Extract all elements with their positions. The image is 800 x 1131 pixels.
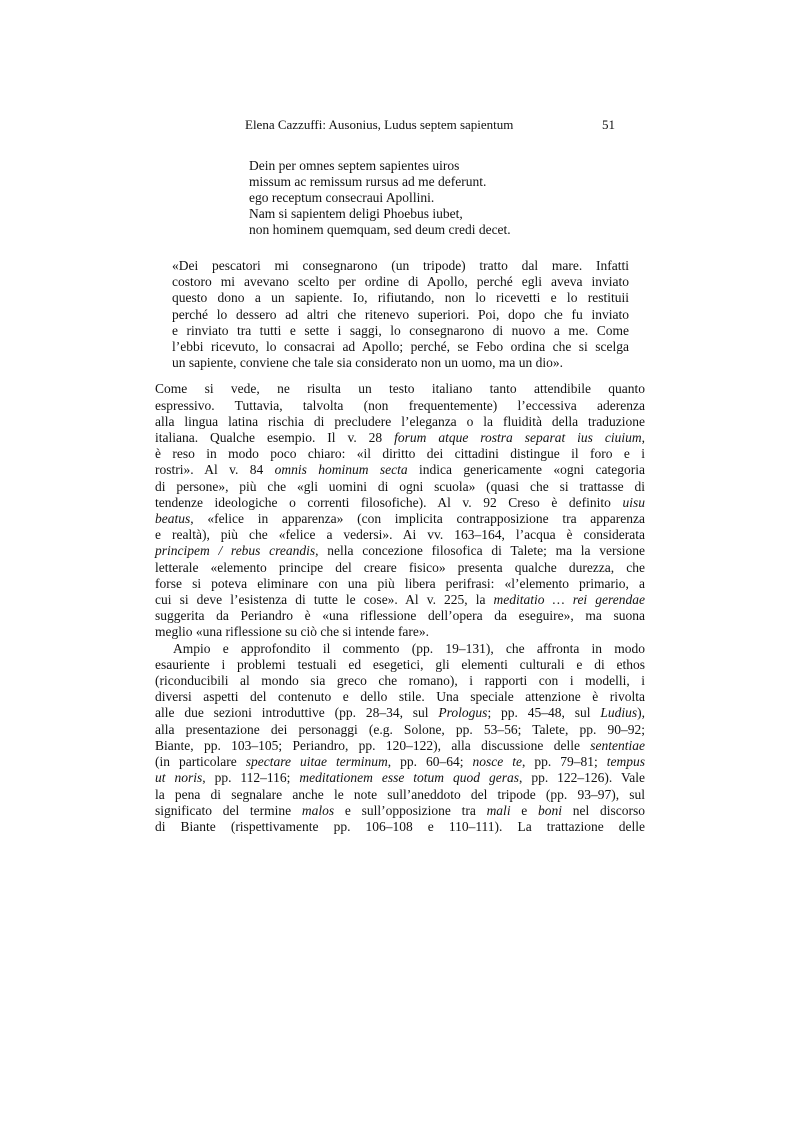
text: di Biante (rispettivamente pp. 106–108 e 110–111). La trattazione delle [155,818,645,834]
text: Biante, pp. 103–105; Periandro, pp. 120–122), alla discussione delle [155,737,591,753]
text-line [155,787,645,803]
text-line [155,576,645,592]
text: alla lingua latina rischia di precludere l’eleganza o la fluidità della traduzione [155,413,645,429]
text: la pena di segnalare anche le note sull’aneddoto del tripode (pp. 93–97), sul [155,786,645,802]
italic-text: beatus [155,511,191,527]
text-line [155,608,645,624]
italic-text: nosce te [472,754,522,770]
text: , nella concezione filosofica di Talete; ma la versione [315,543,645,559]
italic-text: malos [301,802,335,818]
text-line [155,479,645,495]
text: e [510,802,539,818]
italic-text: meditationem esse totum quod geras [299,770,519,786]
italic-text: mali [486,802,511,818]
text: , pp. 112–116; [202,770,300,786]
text-line [155,624,645,640]
text: questo dono a un sapiente. Io, rifiutando, non lo ricevetti e lo restituii [172,290,629,306]
text-line [155,430,645,446]
text-line [155,722,645,738]
text-line [155,381,645,397]
text: ; pp. 45–48, sul [487,705,601,721]
text-line [155,770,645,786]
text-line [155,592,645,608]
page-number: 51 [602,117,615,132]
verse-line: Dein per omnes septem sapientes uiros [249,158,460,173]
text: (riconducibili al mondo sia greco che romano), i rapporti con i modelli, i [155,673,645,689]
text-line [172,339,629,355]
text-line [155,689,645,705]
text: e realtà), più che «felice a vedersi». Ai vv. 163–164, l’acqua è considerata [155,527,645,543]
text: diversi aspetti del contenuto e dello stile. Una speciale attenzione è rivolta [155,689,645,705]
text-line [155,738,645,754]
text-line [155,560,645,576]
text-line [172,258,629,274]
text-line [155,527,645,543]
text: (in particolare [155,754,246,770]
text-line [155,819,645,835]
verse-line: non hominem quemquam, sed deum credi decet. [249,222,511,237]
text-line [172,355,629,371]
body-text [155,381,645,835]
text: l’ebbi ricevuto, lo consacrai ad Apollo; perché, se Febo ordina che si scelga [172,339,629,355]
italic-text: forum atque rostra separat ius ciuium [394,430,642,446]
text: esauriente i problemi testuali ed esegetici, gli elementi culturali e di ethos [155,656,645,672]
verse-line: ego receptum consecraui Apollini. [249,190,435,205]
text: e sull’opposizione tra [334,802,487,818]
text: suggerita da Periandro è «una riflessione dell’opera da eseguire», ma suona [155,608,645,624]
text: rostri». Al v. 84 [155,462,275,478]
text: , [641,430,645,446]
text: cui si deve l’esistenza di tutte le cose». Al v. 225, la [155,592,494,608]
text: un sapiente, conviene che tale sia considerato non un uomo, ma un dio». [172,355,564,371]
paragraph [155,641,645,835]
text: costoro mi avevano scelto per ordine di Apollo, perché egli aveva inviato [172,274,629,290]
text-line [155,495,645,511]
text: ), [637,705,645,721]
italic-text: tempus [606,754,645,770]
page-header [245,117,615,139]
text: tendenze ideologiche o correnti filosofiche). Al v. 92 Creso è definito [155,494,623,510]
italic-text: uisu [622,494,645,510]
text: letterale «elemento principe del creare fisico» presenta qualche durezza, che [155,559,645,575]
text-line [172,274,629,290]
text: nel discorso [562,802,645,818]
text-line [155,543,645,559]
text-line [155,414,645,430]
text-line [155,754,645,770]
text: meglio «una riflessione su ciò che si intende fare». [155,624,430,640]
text: , pp. 60–64; [387,754,473,770]
paragraph [155,381,645,640]
verse-line: missum ac remissum rursus ad me deferunt. [249,174,487,189]
text-line [155,705,645,721]
text: italiana. Qualche esempio. Il v. 28 [155,430,395,446]
text: significato del termine [155,802,302,818]
text: Ampio e approfondito il commento (pp. 19–131), che affronta in modo [173,640,645,656]
text: perché lo dessero ad altri che ritenevo superiori. Poi, dopo che fu inviato [172,306,629,322]
verse-line: Nam si sapientem deligi Phoebus iubet, [249,206,463,221]
text: indica genericamente «ogni categoria [407,462,646,478]
italic-text: ut noris [155,770,203,786]
text: alla presentazione dei personaggi (e.g. Solone, pp. 53–56; Talete, pp. 90–92; [155,721,645,737]
latin-verse-quote [249,158,689,238]
text-line [155,398,645,414]
text-line [155,641,645,657]
text-line [172,290,629,306]
text: alle due sezioni introduttive (pp. 28–34, sul [155,705,439,721]
text-line [155,657,645,673]
italic-text: principem / rebus creandis [155,543,316,559]
italic-text: omnis hominum secta [274,462,408,478]
italic-text: spectare uitae terminum [245,754,388,770]
translation-quote [172,258,629,371]
text-line [155,803,645,819]
italic-text: Ludius [600,705,638,721]
text: forse si poteva eliminare con una più libera perifrasi: «l’elemento primario, a [155,575,645,591]
text-line [172,323,629,339]
text-line [172,307,629,323]
text-line [155,673,645,689]
text: espressivo. Tuttavia, talvolta (non frequentemente) l’eccessiva aderenza [155,397,645,413]
text-line [155,446,645,462]
text-line [155,462,645,478]
text-line [155,511,645,527]
text: e rinviato tra tutti e sette i saggi, lo consegnarono di nuovo a me. Come [172,322,629,338]
text: , pp. 79–81; [521,754,607,770]
italic-text: Prologus [438,705,488,721]
italic-text: sententiae [590,737,645,753]
running-header: Elena Cazzuffi: Ausonius, Ludus septem sapientum [245,117,514,132]
text: , «felice in apparenza» (con implicita contrapposizione tra apparenza [190,511,645,527]
text: , pp. 122–126). Vale [518,770,645,786]
text: Come si vede, ne risulta un testo italiano tanto attendibile quanto [155,381,645,397]
italic-text: meditatio … rei gerendae [493,592,645,608]
italic-text: boni [538,802,563,818]
text: di persone», più che «gli uomini di ogni scuola» (quasi che si trattasse di [155,478,645,494]
text: «Dei pescatori mi consegnarono (un tripode) tratto dal mare. Infatti [172,258,629,273]
text: è reso in modo poco chiaro: «il diritto dei cittadini distingue il foro e i [155,446,645,462]
